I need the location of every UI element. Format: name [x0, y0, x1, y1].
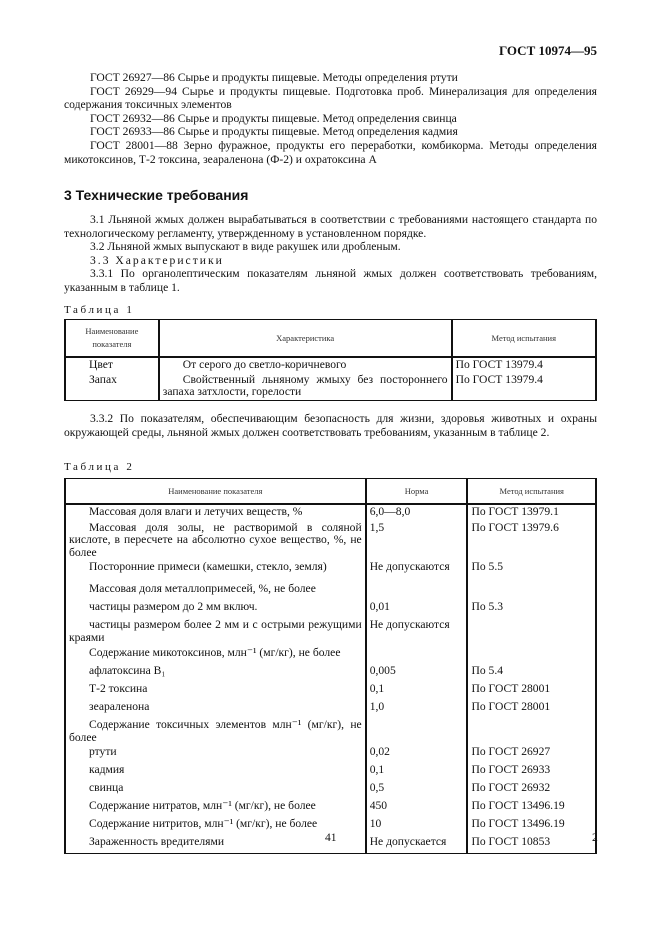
table2-caption: Таблица 2: [64, 461, 135, 473]
row-method: По ГОСТ 26932: [467, 781, 596, 799]
table-2: [64, 478, 597, 854]
column-header: Наименование показателя: [65, 479, 366, 504]
paragraph-3-3-2: 3.3.2 По показателям, обеспечивающим безопасность для жизни, здоровья животных и охраны окружающей среды, льняной жмых должен соответствовать требованиям, указанным в таблице 2.: [64, 412, 597, 439]
row-method: По ГОСТ 10853: [467, 835, 596, 853]
row-method: [467, 582, 596, 600]
paragraph: 3.3.1 По органолептическим показателям льняной жмых должен соответствовать требованиям, указанным в таблице 1.: [64, 267, 597, 294]
column-header: Метод испытания: [452, 320, 596, 357]
reference-item: ГОСТ 26927—86 Сырье и продукты пищевые. Методы определения ртути: [90, 71, 458, 84]
row-value: 1,5: [366, 521, 468, 561]
row-label: Т-2 токсина: [65, 682, 366, 700]
row-method: По 5.5: [467, 560, 596, 582]
row-label: Запах: [65, 373, 159, 401]
row-method: [467, 618, 596, 646]
row-label: Цвет: [65, 357, 159, 373]
table-row: [65, 781, 596, 799]
table-row: [65, 763, 596, 781]
row-label: ртути: [65, 745, 366, 763]
row-method: По ГОСТ 26933: [467, 763, 596, 781]
document-header: ГОСТ 10974—95: [498, 43, 597, 58]
section-paragraphs: [64, 213, 597, 295]
row-method: По ГОСТ 13496.19: [467, 817, 596, 835]
row-method: По ГОСТ 28001: [467, 682, 596, 700]
row-label: Содержание нитратов, млн⁻¹ (мг/кг), не более: [65, 799, 366, 817]
column-header: Характеристика: [159, 320, 452, 357]
row-label: частицы размером до 2 мм включ.: [65, 600, 366, 618]
row-method: По ГОСТ 13979.4: [452, 373, 596, 401]
section-title: 3 Технические требования: [64, 187, 249, 203]
table-row: [65, 373, 596, 401]
row-method: По ГОСТ 13979.1: [467, 504, 596, 521]
row-label: Посторонние примеси (камешки, стекло, земля): [65, 560, 366, 582]
row-value: 0,005: [366, 664, 468, 682]
table-row: [65, 682, 596, 700]
column-header: Наименование показателя: [65, 320, 159, 357]
table1-caption: Таблица 1: [64, 304, 135, 316]
row-value: Не допускается: [366, 835, 468, 853]
table-row: [65, 521, 596, 561]
reference-item: ГОСТ 28001—88 Зерно фуражное, продукты его переработки, комбикорма. Методы определения микотоксинов, Т-2 токсина, зеараленона (Ф-2) и охратоксина А: [64, 138, 597, 166]
table-row: [65, 700, 596, 718]
sheet-number: 2: [592, 831, 598, 844]
row-label: Массовая доля влаги и летучих веществ, %: [65, 504, 366, 521]
row-label: свинца: [65, 781, 366, 799]
row-label: кадмия: [65, 763, 366, 781]
reference-item: ГОСТ 26929—94 Сырье и продукты пищевые. Подготовка проб. Минерализация для определения содержания токсичных элементов: [64, 84, 597, 112]
page-number: 41: [325, 831, 337, 844]
row-label: Содержание микотоксинов, млн⁻¹ (мг/кг), не более: [65, 646, 366, 664]
row-label: афлатоксина В₁: [65, 664, 366, 682]
row-label: частицы размером более 2 мм и с острыми режущими краями: [65, 618, 366, 646]
table-row: [65, 618, 596, 646]
table-row: [65, 600, 596, 618]
row-value: От серого до светло-коричневого: [159, 357, 452, 373]
table-row: [65, 799, 596, 817]
row-method: По 5.3: [467, 600, 596, 618]
row-value: 0,01: [366, 600, 468, 618]
table-row: [65, 504, 596, 521]
paragraph: 3.3 Характеристики: [90, 253, 224, 267]
row-value: 0,02: [366, 745, 468, 763]
table-row: [65, 745, 596, 763]
row-method: [467, 718, 596, 745]
row-value: 1,0: [366, 700, 468, 718]
row-value: [366, 646, 468, 664]
row-value: 0,1: [366, 763, 468, 781]
table-row: [65, 560, 596, 582]
row-method: По ГОСТ 13979.6: [467, 521, 596, 561]
row-value: 10: [366, 817, 468, 835]
paragraph: 3.2 Льняной жмых выпускают в виде ракушек или дробленым.: [90, 240, 401, 254]
paragraph: 3.1 Льняной жмых должен вырабатываться в соответствии с требованиями настоящего стандарта по технологическому регламенту, утвержденному в установленном порядке.: [64, 213, 597, 240]
row-method: По ГОСТ 26927: [467, 745, 596, 763]
row-value: 6,0—8,0: [366, 504, 468, 521]
row-value: Не допускаются: [366, 618, 468, 646]
row-value: Не допускаются: [366, 560, 468, 582]
reference-item: ГОСТ 26933—86 Сырье и продукты пищевые. Метод определения кадмия: [90, 125, 458, 139]
row-label: Зараженность вредителями: [65, 835, 366, 853]
row-label: Содержание нитритов, млн⁻¹ (мг/кг), не более: [65, 817, 366, 835]
row-value: 0,5: [366, 781, 468, 799]
table-row: [65, 582, 596, 600]
row-value: 450: [366, 799, 468, 817]
row-method: По 5.4: [467, 664, 596, 682]
row-value: 0,1: [366, 682, 468, 700]
table-row: [65, 646, 596, 664]
row-value: [366, 718, 468, 745]
row-value: [366, 582, 468, 600]
row-method: [467, 646, 596, 664]
row-method: По ГОСТ 13979.4: [452, 357, 596, 373]
row-method: По ГОСТ 28001: [467, 700, 596, 718]
table-row: [65, 664, 596, 682]
row-value: Свойственный льняному жмыху без постороннего запаха затхлости, горелости: [159, 373, 452, 401]
row-method: По ГОСТ 13496.19: [467, 799, 596, 817]
reference-item: ГОСТ 26932—86 Сырье и продукты пищевые. Метод определения свинца: [90, 111, 457, 125]
references-list: [64, 71, 597, 166]
table-row: [65, 718, 596, 745]
row-label: зеараленона: [65, 700, 366, 718]
table-1: [64, 319, 597, 401]
row-label: Массовая доля металлопримесей, %, не более: [65, 582, 366, 600]
row-label: Содержание токсичных элементов млн⁻¹ (мг/кг), не более: [65, 718, 366, 745]
column-header: Метод испытания: [467, 479, 596, 504]
table-row: [65, 357, 596, 373]
column-header: Норма: [366, 479, 468, 504]
row-label: Массовая доля золы, не растворимой в соляной кислоте, в пересчете на абсолютно сухое вещество, %, не более: [65, 521, 366, 561]
